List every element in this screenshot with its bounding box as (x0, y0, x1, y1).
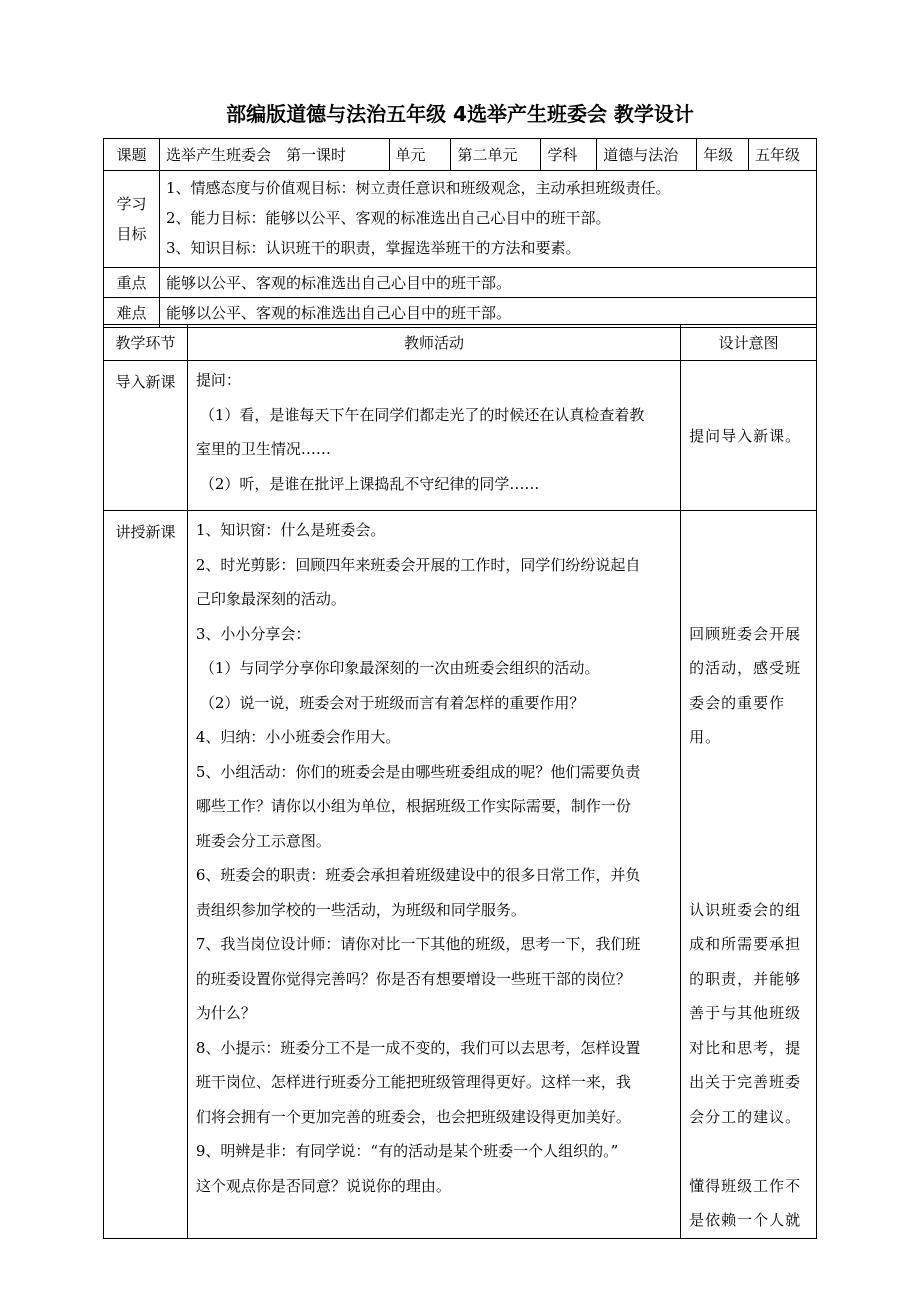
activity-line: 责组织参加学校的一些活动，为班级和同学服务。 (195, 900, 526, 919)
header-stage: 教学环节 (104, 325, 188, 361)
topic-label: 课题 (104, 139, 160, 171)
goals-label-line1: 学习 (116, 195, 147, 213)
goals-label-line2: 目标 (116, 225, 147, 243)
header-teacher-activity: 教师活动 (187, 325, 680, 361)
goals-content (159, 171, 816, 268)
design-line: 是依赖一个人就 (689, 1211, 802, 1229)
design-line: 回顾班委会开展 (689, 624, 802, 643)
activity-line: 6、班委会的职责：班委会承担着班级建设中的很多日常工作，并负 (195, 866, 641, 884)
design-line: 会分工的建议。 (689, 1107, 802, 1126)
unit-label: 单元 (389, 139, 451, 171)
design-line: 的活动，感受班 (689, 659, 802, 677)
key-point-label: 重点 (104, 268, 160, 298)
activity-line: 提问： (195, 371, 241, 389)
goal-item: 2、能力目标：能够以公平、客观的标准选出自己心目中的班干部。 (165, 209, 611, 227)
subject-label: 学科 (541, 139, 597, 171)
design-line: 成和所需要承担 (689, 935, 802, 953)
activity-line: （2）听，是谁在批评上课捣乱不守纪律的同学…… (199, 474, 540, 493)
design-line: 委会的重要作用。 (689, 693, 786, 746)
document-title: 部编版道德与法治五年级 4选举产生班委会 教学设计 (226, 102, 694, 126)
design-line: 的职责，并能够 (689, 969, 802, 988)
design-line: 认识班委会的组 (689, 900, 802, 919)
lesson-info-table (103, 138, 817, 328)
topic-value: 选举产生班委会 第一课时 (159, 139, 389, 171)
activity-line: 2、时光剪影：回顾四年来班委会开展的工作时，同学们纷纷说起自 (195, 555, 641, 574)
activity-line: 4、归纳：小小班委会作用大。 (195, 728, 401, 746)
activity-line: 班委会分工示意图。 (195, 831, 331, 850)
difficult-point-label: 难点 (104, 298, 160, 328)
activity-line: （1）与同学分享你印象最深刻的一次由班委会组织的活动。 (199, 659, 600, 677)
design-line (689, 858, 810, 893)
design-line: 善于与其他班级 (689, 1004, 802, 1022)
activity-line: 们将会拥有一个更加完善的班委会，也会把班级建设得更加美好。 (195, 1107, 631, 1126)
activity-line: 3、小小分享会： (195, 624, 311, 643)
activity-line: 1、知识窗：什么是班委会。 (195, 521, 386, 539)
design-line (689, 789, 810, 824)
difficult-point-value: 能够以公平、客观的标准选出自己心目中的班干部。 (159, 298, 816, 328)
goal-item: 1、情感态度与价值观目标：树立责任意识和班级观念，主动承担班级责任。 (165, 179, 671, 197)
design-line: 出关于完善班委 (689, 1073, 802, 1091)
stage-intro: 导入新课 (104, 361, 188, 511)
activity-line: （2）说一说，班委会对于班级而言有着怎样的重要作用？ (199, 693, 585, 712)
design-line (689, 824, 810, 859)
header-design-intent: 设计意图 (681, 325, 817, 361)
goal-item: 3、知识目标：认识班干的职责，掌握选举班干的方法和要素。 (165, 239, 581, 257)
intro-activity (187, 361, 680, 511)
activity-line: 的班委设置你觉得完善吗？你是否有想要增设一些班干部的岗位？ (195, 969, 631, 988)
grade-label: 年级 (697, 139, 749, 171)
key-point-value: 能够以公平、客观的标准选出自己心目中的班干部。 (159, 268, 816, 298)
activity-line: 7、我当岗位设计师：请你对比一下其他的班级，思考一下，我们班 (195, 935, 641, 953)
design-line (689, 582, 810, 617)
activity-line: 8、小提示：班委分工不是一成不变的，我们可以去思考，怎样设置 (195, 1038, 641, 1057)
design-line (689, 548, 810, 583)
teaching-process-table (103, 324, 817, 1239)
activity-line: （1）看，是谁每天下午在同学们都走光了的时候还在认真检查着教 (199, 405, 645, 424)
subject-value: 道德与法治 (597, 139, 697, 171)
design-line: 对比和思考，提 (689, 1038, 802, 1057)
design-line (689, 1134, 810, 1169)
activity-line: 班干岗位、怎样进行班委分工能把班级管理得更好。这样一来，我 (195, 1073, 631, 1091)
activity-line: 5、小组活动：你们的班委会是由哪些班委组成的呢？他们需要负责 (195, 762, 641, 781)
unit-value: 第二单元 (451, 139, 541, 171)
design-line (689, 513, 810, 548)
teach-activity (187, 511, 680, 1239)
activity-line: 为什么？ (195, 1004, 256, 1022)
design-line: 懂得班级工作不 (689, 1176, 802, 1195)
activity-line: 室里的卫生情况…… (195, 440, 331, 458)
design-line (689, 755, 810, 790)
grade-value: 五年级 (749, 139, 817, 171)
intro-design (681, 361, 817, 511)
activity-line: 哪些工作？请你以小组为单位，根据班级工作实际需要，制作一份 (195, 797, 631, 815)
activity-line: 这个观点你是否同意？说说你的理由。 (195, 1176, 451, 1195)
activity-line: 己印象最深刻的活动。 (195, 590, 346, 608)
goals-label (104, 171, 160, 268)
activity-line: 9、明辨是非：有同学说：“有的活动是某个班委一个人组织的。” (195, 1142, 619, 1160)
stage-teach: 讲授新课 (104, 511, 188, 1239)
teach-design (681, 511, 817, 1239)
design-text: 提问导入新课。 (689, 427, 802, 446)
